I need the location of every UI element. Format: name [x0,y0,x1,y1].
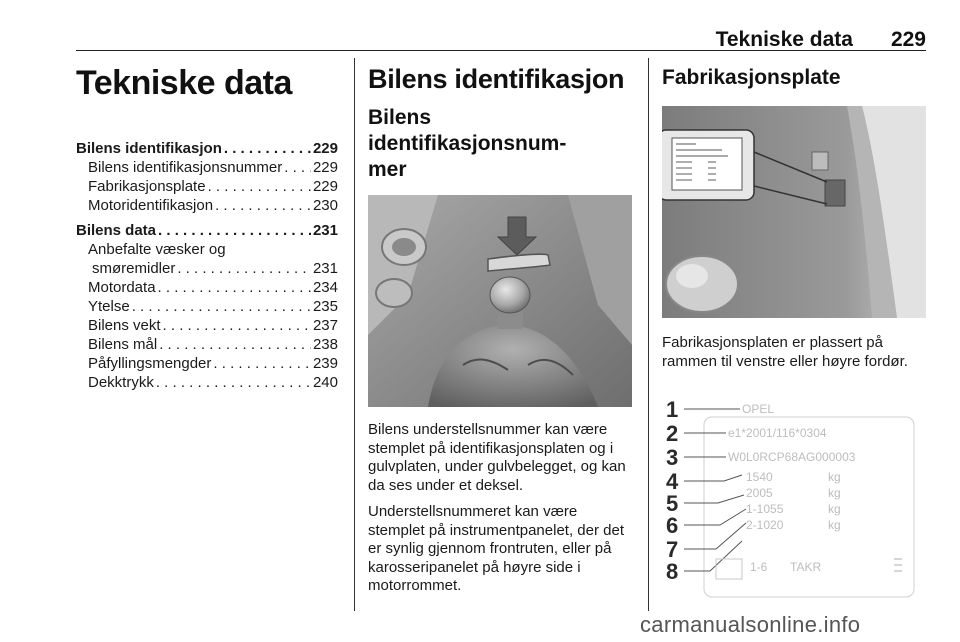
toc-leader-dots [215,196,311,215]
chapter-title: Tekniske data [76,64,292,102]
toc-leader-dots [224,139,311,158]
plate-location-text: Fabrikasjonsplaten er plassert på rammen til venstre eller høyre fordør. [662,334,908,370]
toc-entry-sub[interactable] [76,196,338,215]
toc-entry-sub[interactable] [76,335,338,354]
callout-1: 1 [666,397,679,422]
door-pillar-figure [662,106,926,318]
running-header-title: Tekniske data [715,28,853,51]
toc-label: Motoridentifikasjon [88,197,214,214]
callout-4: 4 [666,469,679,494]
toc-label: Ytelse [88,298,130,315]
plate-weight-4: 2-1020 [746,518,784,532]
plate-unit-2: kg [828,486,841,500]
toc-label: smøremidler [92,260,176,277]
toc-label: Bilens mål [88,336,158,353]
subsection-heading [368,105,634,183]
toc-page-number: 229 [312,178,338,195]
plate-line-1: OPEL [742,402,775,416]
page-number: 229 [890,28,926,51]
toc-leader-dots [132,297,311,316]
toc-page-number: 230 [312,197,338,214]
toc-entry-main[interactable] [76,139,338,158]
toc-entry-sub[interactable] [76,278,338,297]
toc-leader-dots [213,354,311,373]
toc-leader-dots [284,158,311,177]
header-rule [76,50,926,51]
toc-label: Dekktrykk [88,374,154,391]
toc-label: Bilens vekt [88,317,161,334]
toc-entry-sub[interactable] [76,316,338,335]
toc-leader-dots [159,335,311,354]
toc-leader-dots [158,221,311,240]
section-heading: Bilens identifikasjon [368,64,625,94]
toc-entry-sub[interactable] [76,177,338,196]
toc-entry-sub[interactable] [76,240,338,259]
plate-weight-2: 2005 [746,486,773,500]
toc-leader-dots [158,278,311,297]
toc-entry-sub[interactable] [76,354,338,373]
subsection-heading-line1: Bilens identifikasjonsnum- [368,106,567,155]
toc-page-number: 234 [312,279,338,296]
toc-entry-sub[interactable] [76,259,338,278]
plate-unit-1: kg [828,470,841,484]
toc-page-number: 231 [312,222,338,239]
callout-5: 5 [666,491,679,516]
watermark: carmanualsonline.info [640,612,861,637]
toc-label: Bilens identifikasjonsnummer [88,159,283,176]
running-header [76,28,926,52]
toc-label: Fabrikasjonsplate [88,178,206,195]
toc-page-number: 229 [312,159,338,176]
gear-shift-figure [368,195,632,407]
body-paragraph: Understellsnummeret kan være stemplet på instrumentpanelet, der det er synlig gjennom frontruten, eller på karosseripanelet på høyre side i motorrommet. [368,503,624,594]
column-vin [368,58,634,604]
callout-3: 3 [666,445,679,470]
column-divider-right [648,58,649,611]
toc-page-number: 240 [312,374,338,391]
id-plate-figure [662,393,926,601]
plate-line-2: e1*2001/116*0304 [728,426,827,440]
column-divider-left [354,58,355,611]
plate-unit-4: kg [828,518,841,532]
toc-page-number: 231 [312,260,338,277]
toc-page-number: 239 [312,355,338,372]
toc-leader-dots [163,316,311,335]
callout-6: 6 [666,513,679,538]
subsection-heading-line2: mer [368,158,407,181]
column-plate [662,58,928,601]
toc-page-number: 229 [312,140,338,157]
toc-page-number: 237 [312,317,338,334]
toc-label: Anbefalte væsker og [88,241,226,258]
section-heading-plate: Fabrikasjonsplate [662,66,841,89]
callout-7: 7 [666,537,679,562]
plate-type: TAKR [790,560,822,574]
plate-weight-3: 1-1055 [746,502,784,516]
toc-page-number: 235 [312,298,338,315]
toc-group [76,221,338,392]
toc-entry-sub[interactable] [76,373,338,392]
body-paragraph: Bilens understellsnummer kan være stemplet på identifikasjonsplaten og i gulvplaten, under gulvbelegget, og kan da ses under et deksel. [368,421,626,494]
toc-label: Motordata [88,279,156,296]
toc-entry-sub[interactable] [76,158,338,177]
plate-unit-3: kg [828,502,841,516]
toc-group [76,139,338,215]
plate-weight-1: 1540 [746,470,773,484]
toc-page-number: 238 [312,336,338,353]
plate-line-3: W0L0RCP68AG000003 [728,450,856,464]
toc-entry-main[interactable] [76,221,338,240]
toc-entry-sub[interactable] [76,297,338,316]
callout-8: 8 [666,559,679,584]
toc-leader-dots [208,177,311,196]
column-toc [76,58,338,398]
callout-2: 2 [666,421,679,446]
toc-label: Bilens identifikasjon [76,140,222,157]
vin-text [368,421,634,596]
toc-leader-dots [177,259,311,278]
table-of-contents [76,139,338,392]
toc-label: Påfyllingsmengder [88,355,212,372]
toc-leader-dots [156,373,311,392]
toc-label: Bilens data [76,222,157,239]
plate-code: 1-6 [750,560,768,574]
